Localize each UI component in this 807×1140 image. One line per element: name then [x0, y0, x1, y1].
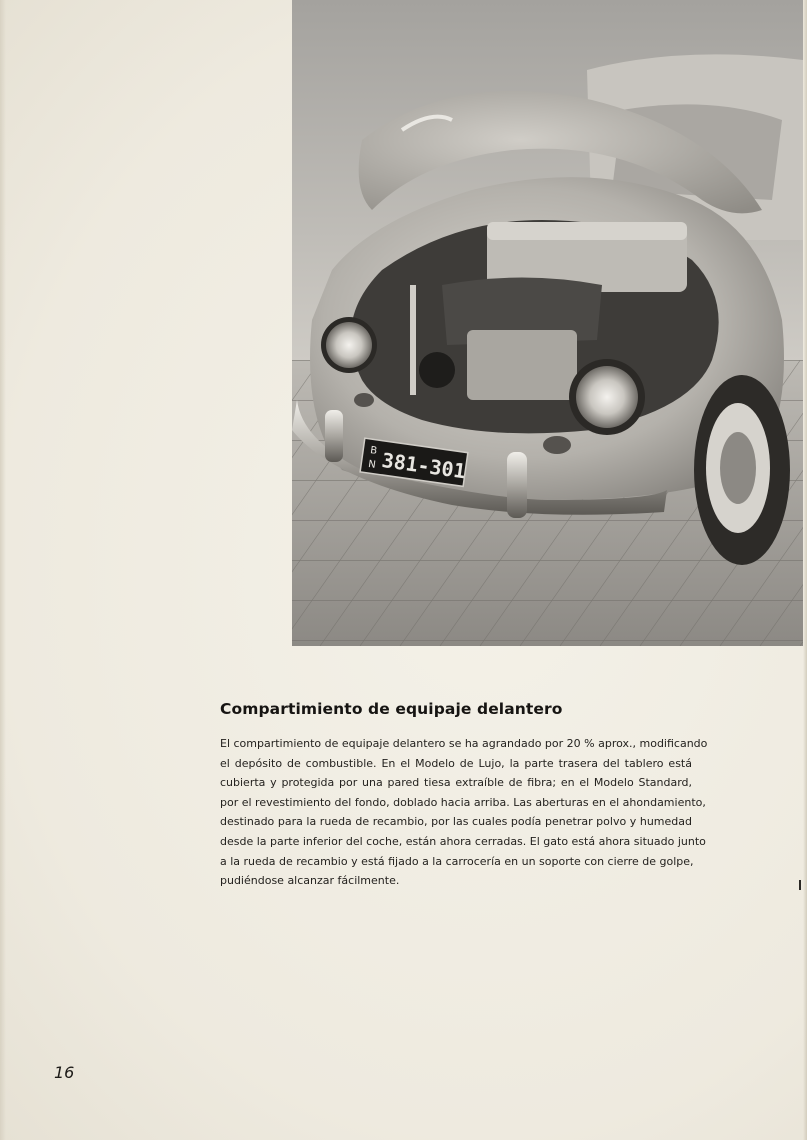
plate-prefix-bottom: N — [367, 458, 377, 471]
margin-mark — [799, 880, 801, 890]
body-line-1: El compartimiento de equipaje delantero se ha agrandado por 20 % aprox., modificando — [220, 737, 708, 750]
page-number: 16 — [54, 1063, 75, 1082]
page-left-shadow — [0, 0, 6, 1140]
body-line-3: cubierta y protegida por una pared tiesa extraíble de fibra; en el Modelo Standard, — [220, 776, 692, 790]
section-heading: Compartimiento de equipaje delantero — [220, 700, 563, 718]
plate-prefix-top: B — [369, 445, 378, 457]
body-line-6: desde la parte inferior del coche, están ahora cerradas. El gato está ahora situado junto — [220, 834, 706, 848]
body-line-4: por el revestimiento del fondo, doblado hacia arriba. Las aberturas en el ahondamiento, — [220, 795, 706, 809]
body-line-5: destinado para la rueda de recambio, por las cuales podía penetrar polvo y humedad — [220, 815, 692, 829]
plate-number: 381-301 — [380, 447, 468, 484]
body-paragraph — [220, 734, 708, 891]
body-line-7: a la rueda de recambio y está fijado a la carrocería en un soporte con cierre de golpe, — [220, 854, 694, 868]
page-right-shadow — [803, 0, 807, 1140]
body-line-2: el depósito de combustible. En el Modelo de Lujo, la parte trasera del tablero está — [220, 756, 692, 770]
car-front-trunk-photo — [292, 0, 803, 646]
body-line-8: pudiéndose alcanzar fácilmente. — [220, 874, 400, 888]
